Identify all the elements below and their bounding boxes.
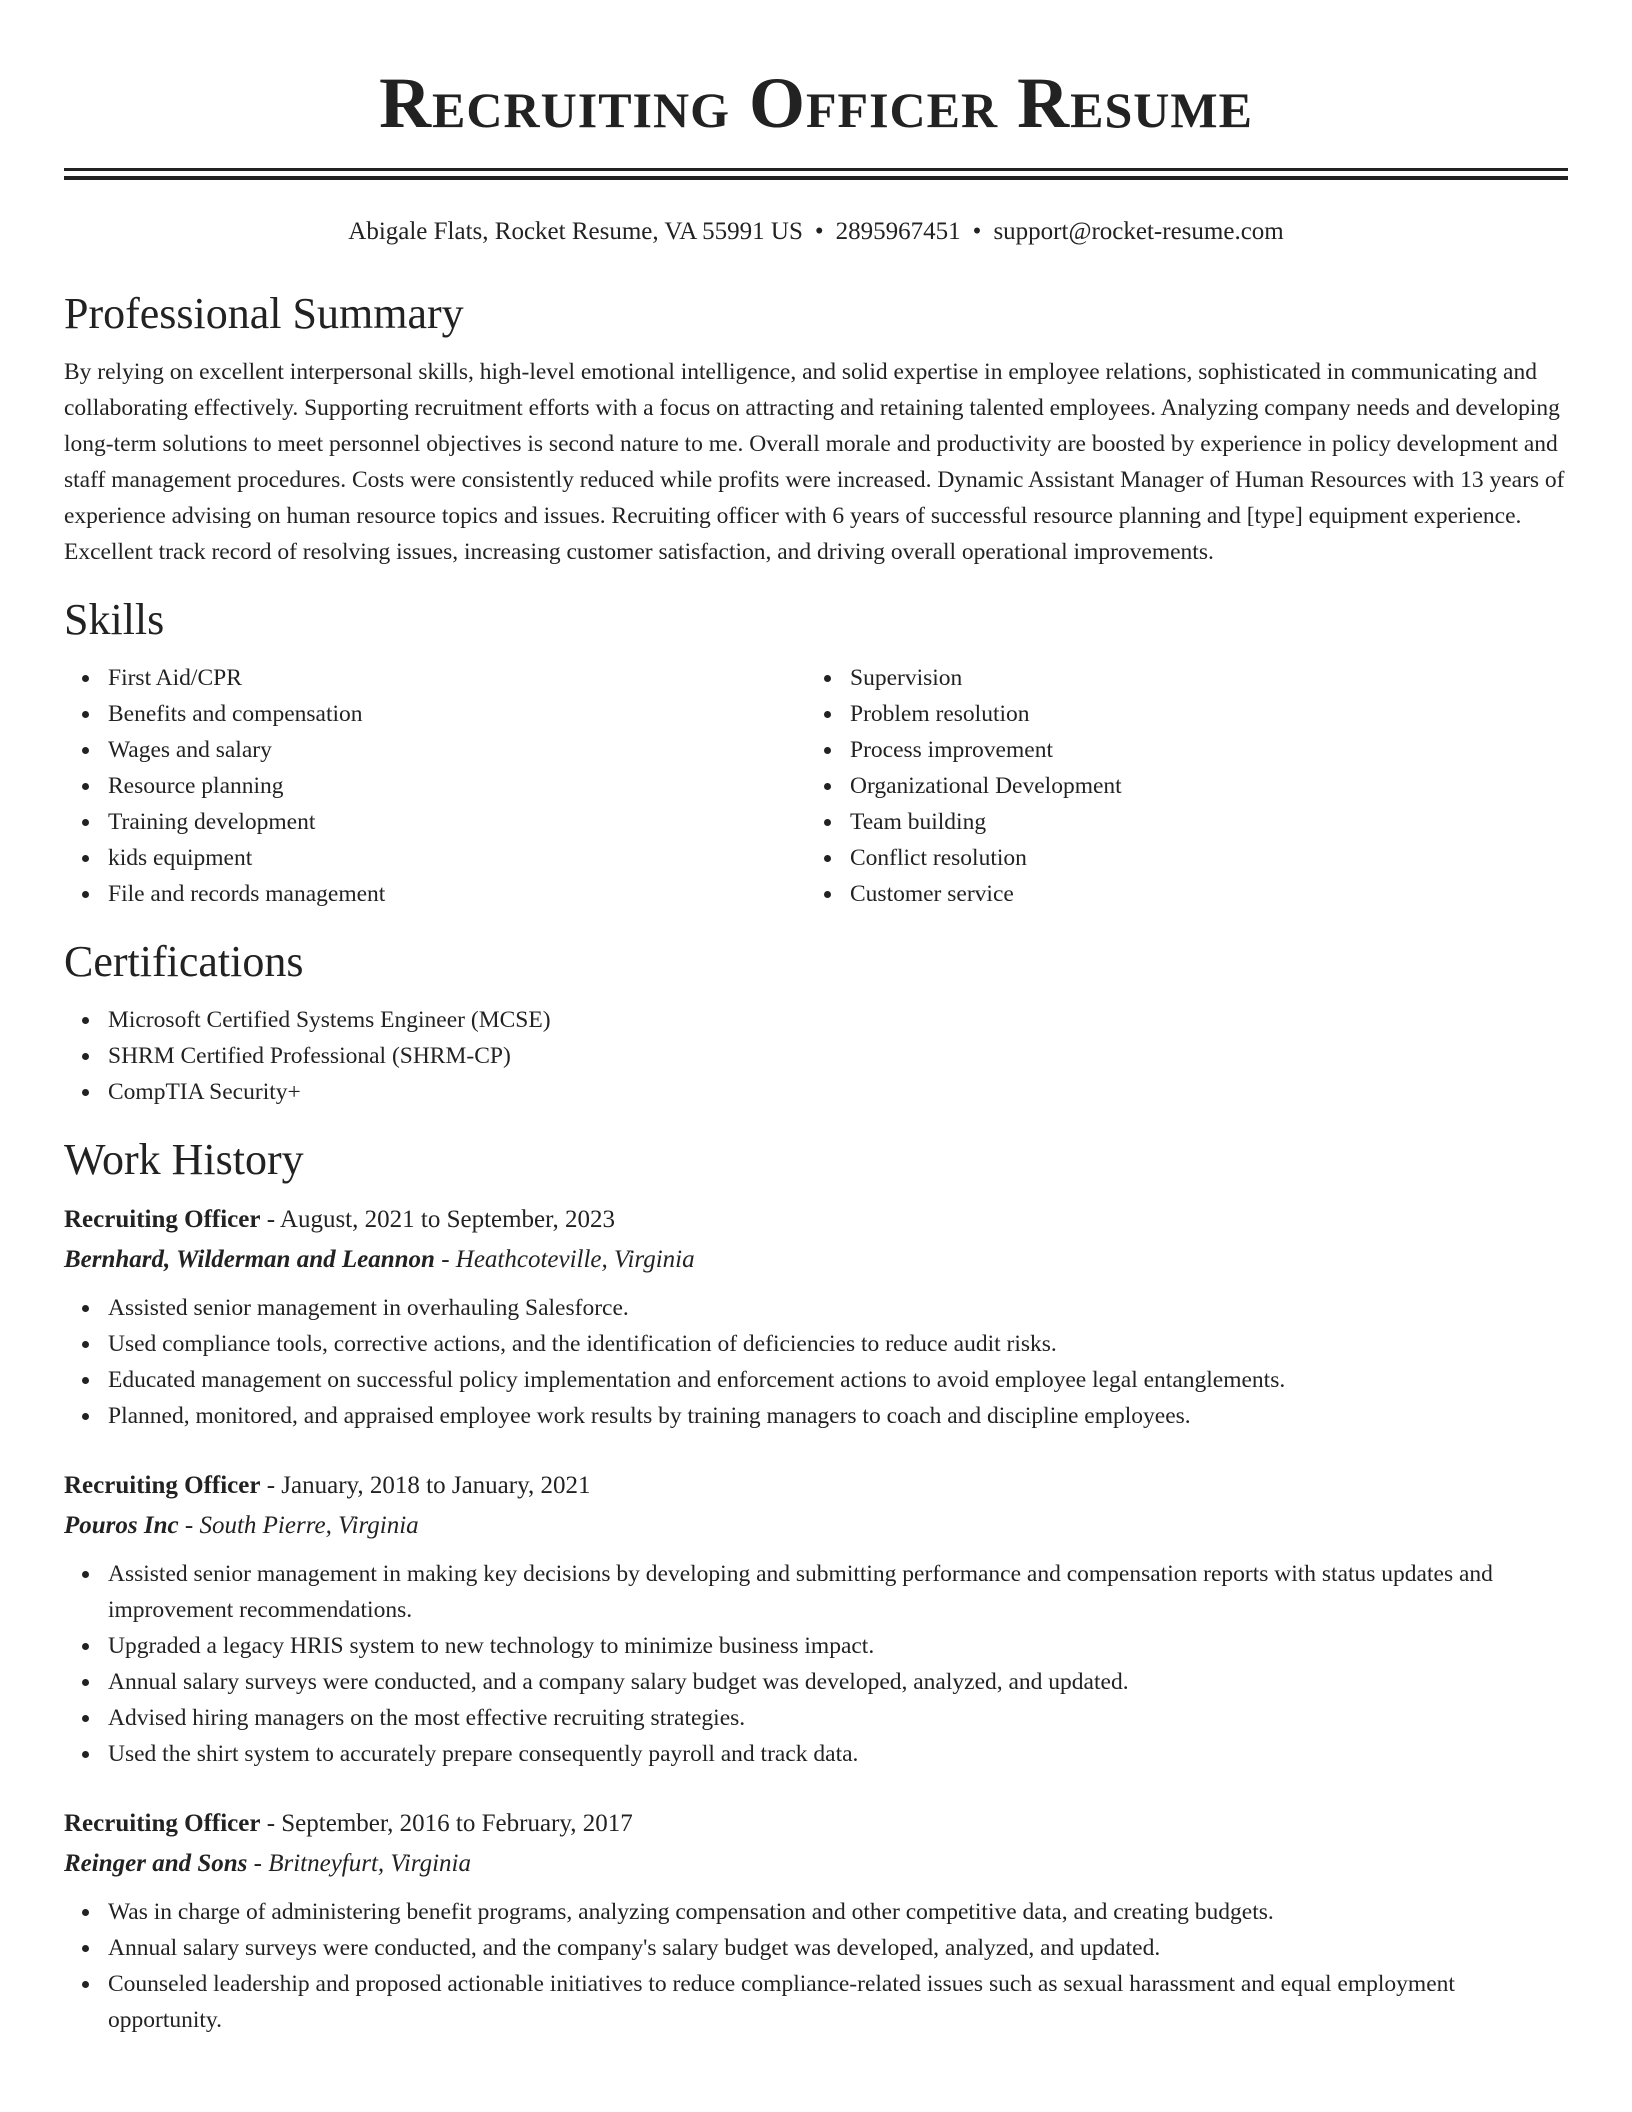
certification-item: Microsoft Certified Systems Engineer (MCSE) [64, 1002, 1568, 1038]
job-company-line [64, 1844, 1568, 1884]
resume-page [64, 0, 1568, 2038]
skill-item: Training development [64, 804, 806, 840]
skills-list-right [806, 660, 1548, 912]
job-entry [64, 1466, 1568, 1772]
skill-item: First Aid/CPR [64, 660, 806, 696]
job-company-line [64, 1240, 1568, 1280]
job-dates: - January, 2018 to January, 2021 [260, 1472, 591, 1499]
skill-item: kids equipment [64, 840, 806, 876]
work-history-section [64, 1134, 1568, 2038]
job-bullet: Was in charge of administering benefit programs, analyzing compensation and other competitive data, and creating budgets. [64, 1894, 1568, 1930]
work-history-heading: Work History [64, 1135, 304, 1184]
job-entry [64, 1804, 1568, 2038]
job-bullet: Counseled leadership and proposed actionable initiatives to reduce compliance-related issues such as sexual harassment and equal employment opportunity. [64, 1966, 1568, 2038]
resume-title: Recruiting Officer Resume [379, 63, 1253, 143]
skill-item: Customer service [806, 876, 1548, 912]
skills-section [64, 594, 1568, 912]
summary-text: By relying on excellent interpersonal skills, high-level emotional intelligence, and solid expertise in employee relations, sophisticated in communicating and collaborating effectively. Supporting recruitment efforts with a focus on attracting and retaining talented employees. Analyzing company needs and developing long-term solutions to meet personnel objectives is second nature to me. Overall morale and productivity are boosted by experience in policy development and staff management procedures. Costs were consistently reduced while profits were increased. Dynamic Assistant Manager of Human Resources with 13 years of experience advising on human resource topics and issues. Recruiting officer with 6 years of successful resource planning and [type] equipment experience. Excellent track record of resolving issues, increasing customer satisfaction, and driving overall operational improvements. [64, 359, 1565, 565]
skills-columns [64, 660, 1568, 912]
job-bullet: Advised hiring managers on the most effective recruiting strategies. [64, 1700, 1568, 1736]
job-bullets [64, 1894, 1568, 2038]
contact-address: Abigale Flats, Rocket Resume, VA 55991 US [348, 218, 803, 245]
skills-heading: Skills [64, 595, 165, 644]
job-location: - Heathcoteville, Virginia [434, 1246, 695, 1273]
job-bullet: Planned, monitored, and appraised employee work results by training managers to coach and discipline employees. [64, 1398, 1568, 1434]
certification-item: SHRM Certified Professional (SHRM-CP) [64, 1038, 1568, 1074]
contact-email: support@rocket-resume.com [993, 218, 1284, 245]
skill-item: Resource planning [64, 768, 806, 804]
skill-item: Problem resolution [806, 696, 1548, 732]
job-role: Recruiting Officer [64, 1206, 261, 1233]
skill-item: Process improvement [806, 732, 1548, 768]
job-bullets [64, 1290, 1568, 1434]
job-dates: - August, 2021 to September, 2023 [260, 1206, 615, 1233]
certifications-heading: Certifications [64, 937, 304, 986]
summary-heading: Professional Summary [64, 289, 464, 338]
job-location: - South Pierre, Virginia [178, 1512, 419, 1539]
job-bullet: Used compliance tools, corrective actions, and the identification of deficiencies to reduce audit risks. [64, 1326, 1568, 1362]
contact-separator: • [972, 218, 982, 245]
job-bullet: Annual salary surveys were conducted, and a company salary budget was developed, analyzed, and updated. [64, 1664, 1568, 1700]
contact-separator: • [814, 218, 824, 245]
title-rule-top [64, 168, 1568, 171]
skill-item: Benefits and compensation [64, 696, 806, 732]
skill-item: Organizational Development [806, 768, 1548, 804]
summary-section [64, 288, 1568, 570]
skills-list-left [64, 660, 806, 912]
job-role: Recruiting Officer [64, 1810, 261, 1837]
job-bullet: Assisted senior management in making key decisions by developing and submitting performance and compensation reports with status updates and improvement recommendations. [64, 1556, 1568, 1628]
certification-item: CompTIA Security+ [64, 1074, 1568, 1110]
job-bullet: Educated management on successful policy implementation and enforcement actions to avoid employee legal entanglements. [64, 1362, 1568, 1398]
skill-item: File and records management [64, 876, 806, 912]
job-company: Pouros Inc [64, 1512, 179, 1539]
job-company-line [64, 1506, 1568, 1546]
job-company: Bernhard, Wilderman and Leannon [64, 1246, 435, 1273]
job-entry [64, 1200, 1568, 1434]
skill-item: Team building [806, 804, 1548, 840]
skill-item: Conflict resolution [806, 840, 1548, 876]
certifications-section [64, 936, 1568, 1110]
job-bullet: Used the shirt system to accurately prepare consequently payroll and track data. [64, 1736, 1568, 1772]
job-dates: - September, 2016 to February, 2017 [260, 1810, 633, 1837]
contact-phone: 2895967451 [835, 218, 961, 245]
job-title-line [64, 1200, 1568, 1240]
job-title-line [64, 1466, 1568, 1506]
certifications-list [64, 1002, 1568, 1110]
job-title-line [64, 1804, 1568, 1844]
job-location: - Britneyfurt, Virginia [247, 1850, 471, 1877]
title-rule-bottom [64, 176, 1568, 180]
job-bullet: Annual salary surveys were conducted, and the company's salary budget was developed, analyzed, and updated. [64, 1930, 1568, 1966]
job-bullets [64, 1556, 1568, 1772]
job-bullet: Assisted senior management in overhauling Salesforce. [64, 1290, 1568, 1326]
job-entries [64, 1200, 1568, 2038]
job-role: Recruiting Officer [64, 1472, 261, 1499]
job-company: Reinger and Sons [64, 1850, 248, 1877]
job-bullet: Upgraded a legacy HRIS system to new technology to minimize business impact. [64, 1628, 1568, 1664]
contact-line [64, 216, 1568, 248]
skill-item: Wages and salary [64, 732, 806, 768]
skill-item: Supervision [806, 660, 1548, 696]
